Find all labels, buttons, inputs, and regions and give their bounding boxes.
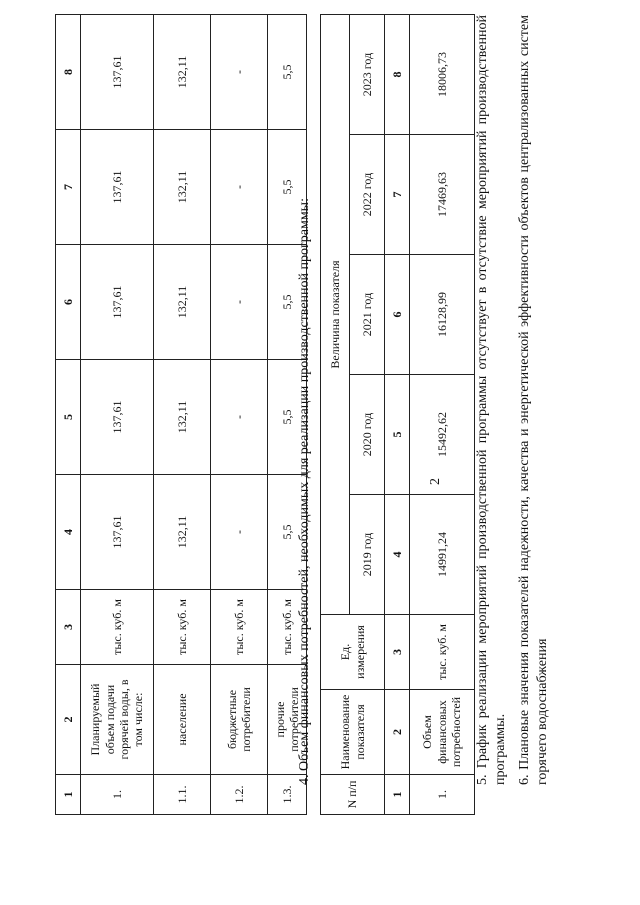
header-cell: 4 (385, 495, 410, 615)
header-cell: 4 (56, 475, 81, 590)
row-number: 1. (410, 775, 475, 815)
header-cell-group: Величина показателя (321, 15, 350, 615)
row-value: - (211, 130, 268, 245)
row-value: 14991,24 (410, 495, 475, 615)
row-value: - (211, 360, 268, 475)
row-number: 1.2. (211, 775, 268, 815)
table-header-row (56, 15, 81, 815)
header-cell: 5 (56, 360, 81, 475)
row-value: 137,61 (81, 475, 154, 590)
row-number: 1.1. (154, 775, 211, 815)
row-value: 16128,99 (410, 255, 475, 375)
header-cell: 6 (385, 255, 410, 375)
header-cell: 5 (385, 375, 410, 495)
header-cell-year: 2019 год (350, 495, 385, 615)
header-cell: 2 (56, 665, 81, 775)
header-cell: 6 (56, 245, 81, 360)
row-value: 137,61 (81, 360, 154, 475)
row-value: 17469,63 (410, 135, 475, 255)
row-value: 18006,73 (410, 15, 475, 135)
row-value: 132,11 (154, 130, 211, 245)
paragraph-5: 5. График реализации мероприятий производственной программы отсутствует в отсутствие мероприятий производственной программы. (475, 15, 508, 785)
header-cell: 1 (385, 775, 410, 815)
header-cell: 8 (56, 15, 81, 130)
row-value: 137,61 (81, 245, 154, 360)
table-row (154, 15, 211, 815)
row-unit: тыс. куб. м (211, 590, 268, 665)
table-header-row (321, 15, 350, 815)
row-value: 132,11 (154, 475, 211, 590)
row-value: - (211, 15, 268, 130)
header-cell-year: 2023 год (350, 15, 385, 135)
table-row (410, 15, 475, 815)
section-4-heading: 4. Объем финансовых потребностей, необходимых для реализации производственной программы: (297, 198, 312, 785)
row-unit: тыс. куб. м (81, 590, 154, 665)
row-number: 1.3. (268, 775, 307, 815)
row-value: 132,11 (154, 360, 211, 475)
table-row (211, 15, 268, 815)
row-value: - (211, 245, 268, 360)
paragraph-6: 6. Плановые значения показателей надежности, качества и энергетической эффективности объектов централизованных систем горячего водоснабжения (517, 15, 550, 785)
row-value: 5,5 (268, 130, 307, 245)
header-cell: 7 (56, 130, 81, 245)
header-cell: 3 (385, 615, 410, 690)
table-number-row (385, 15, 410, 815)
row-number: 1. (81, 775, 154, 815)
row-name: Планируемый объем подачи горячей воды, в том числе: (81, 665, 154, 775)
header-cell-year: 2020 год (350, 375, 385, 495)
row-value: 137,61 (81, 130, 154, 245)
row-value: 5,5 (268, 15, 307, 130)
header-cell: 3 (56, 590, 81, 665)
header-cell: 1 (56, 775, 81, 815)
header-cell: 7 (385, 135, 410, 255)
row-value: 5,5 (268, 245, 307, 360)
header-cell: 8 (385, 15, 410, 135)
header-cell: 2 (385, 690, 410, 775)
table-row (81, 15, 154, 815)
row-value: - (211, 475, 268, 590)
row-unit: тыс. куб. м (268, 590, 307, 665)
header-cell-unit: Ед. измерения (321, 615, 385, 690)
header-cell-name: Наименование показателя (321, 690, 385, 775)
row-name: Объем финансовых потребностей (410, 690, 475, 775)
row-name: бюджетные потребители (211, 665, 268, 775)
row-value: 132,11 (154, 245, 211, 360)
financial-needs-table (320, 14, 475, 815)
header-cell-year: 2021 год (350, 255, 385, 375)
row-value: 15492,62 (410, 375, 475, 495)
header-cell-number: N п/п (321, 775, 385, 815)
row-value: 5,5 (268, 475, 307, 590)
row-unit: тыс. куб. м (410, 615, 475, 690)
row-name: население (154, 665, 211, 775)
row-value: 132,11 (154, 15, 211, 130)
row-unit: тыс. куб. м (154, 590, 211, 665)
row-name: прочие потребители (268, 665, 307, 775)
water-supply-table (55, 14, 307, 815)
page-number: 2 (428, 478, 443, 485)
row-value: 5,5 (268, 360, 307, 475)
row-value: 137,61 (81, 15, 154, 130)
header-cell-year: 2022 год (350, 135, 385, 255)
